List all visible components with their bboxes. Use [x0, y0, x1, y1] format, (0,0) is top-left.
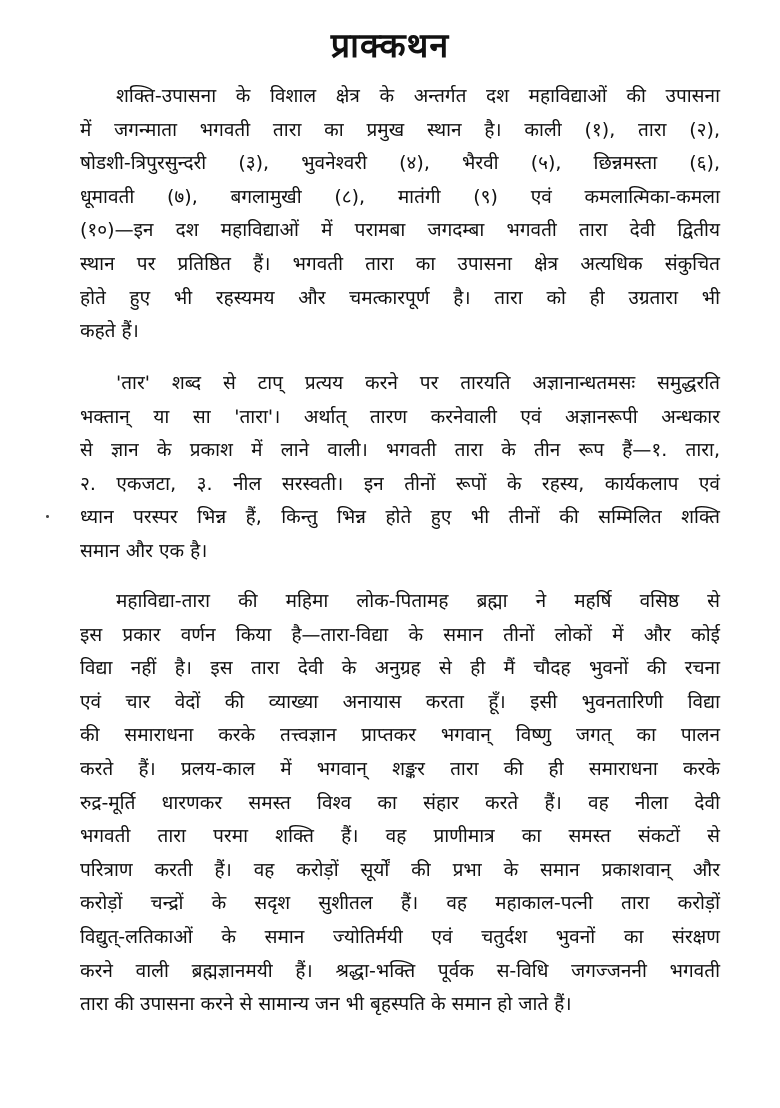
text-line: षोडशी-त्रिपुरसुन्दरी (३), भुवनेश्वरी (४), भैरवी (५), छिन्नमस्ता (६), [80, 152, 720, 175]
text-line: ध्यान परस्पर भिन्न हैं, किन्तु भिन्न होते हुए भी तीनों की सम्मिलित शक्ति [80, 506, 720, 529]
text-line: तारा की उपासना करने से सामान्य जन भी बृहस्पति के समान हो जाते हैं। [80, 993, 572, 1016]
text-line: में जगन्माता भगवती तारा का प्रमुख स्थान है। काली (१), तारा (२), [80, 118, 720, 141]
text-line: भक्तान् या सा 'तारा'। अर्थात् तारण करनेवाली एवं अज्ञानरूपी अन्धकार [80, 405, 720, 428]
text-line: स्थान पर प्रतिष्ठित हैं। भगवती तारा का उपासना क्षेत्र अत्यधिक संकुचित [80, 252, 720, 275]
text-line: होते हुए भी रहस्यमय और चमत्कारपूर्ण है। तारा को ही उग्रतारा भी [80, 286, 720, 309]
text-line: (१०)—इन दश महाविद्याओं में परामबा जगदम्बा भगवती तारा देवी द्वितीय [80, 219, 720, 242]
text-line: कहते हैं। [80, 320, 139, 343]
print-speck [46, 515, 49, 518]
text-line: समान और एक है। [80, 539, 208, 562]
paragraph-2 [80, 367, 720, 569]
page-title: प्राक्कथन [330, 26, 450, 66]
text-line: करने वाली ब्रह्मज्ञानमयी हैं। श्रद्धा-भक्ति पूर्वक स-विधि जगज्जननी भगवती [80, 959, 720, 982]
paragraph-1 [80, 80, 720, 349]
text-line: की समाराधना करके तत्त्वज्ञान प्राप्तकर भगवान् विष्णु जगत् का पालन [80, 724, 720, 747]
text-line: विद्युत्-लतिकाओं के समान ज्योतिर्मयी एवं चतुर्दश भुवनों का संरक्षण [80, 925, 720, 948]
text-line: करोड़ों चन्द्रों के सदृश सुशीतल हैं। वह महाकाल-पत्नी तारा करोड़ों [80, 892, 720, 915]
text-line: से ज्ञान के प्रकाश में लाने वाली। भगवती तारा के तीन रूप हैं—१. तारा, [80, 439, 720, 462]
text-line: शक्ति-उपासना के विशाल क्षेत्र के अन्तर्गत दश महाविद्याओं की उपासना [116, 85, 720, 107]
paragraph-3 [80, 585, 720, 1022]
text-line: 'तार' शब्द से टाप् प्रत्यय करने पर तारयति अज्ञानान्धतमसः समुद्धरति [116, 372, 720, 394]
text-line: विद्या नहीं है। इस तारा देवी के अनुग्रह से ही मैं चौदह भुवनों की रचना [80, 657, 720, 680]
text-line: इस प्रकार वर्णन किया है—तारा-विद्या के समान तीनों लोकों में और कोई [80, 623, 720, 646]
text-line: एवं चार वेदों की व्याख्या अनायास करता हूँ। इसी भुवनतारिणी विद्या [80, 690, 720, 713]
text-line: भगवती तारा परमा शक्ति हैं। वह प्राणीमात्र का समस्त संकटों से [80, 825, 720, 848]
text-line: २. एकजटा, ३. नील सरस्वती। इन तीनों रूपों के रहस्य, कार्यकलाप एवं [80, 472, 720, 495]
text-line: रुद्र-मूर्ति धारणकर समस्त विश्व का संहार करते हैं। वह नीला देवी [80, 791, 720, 814]
text-line: करते हैं। प्रलय-काल में भगवान् शङ्कर तारा की ही समाराधना करके [80, 757, 720, 780]
text-line: परित्राण करती हैं। वह करोड़ों सूर्यों की प्रभा के समान प्रकाशवान् और [80, 858, 720, 881]
text-line: धूमावती (७), बगलामुखी (८), मातंगी (९) एवं कमलात्मिका-कमला [80, 185, 720, 208]
text-line: महाविद्या-तारा की महिमा लोक-पितामह ब्रह्मा ने महर्षि वसिष्ठ से [116, 590, 720, 612]
